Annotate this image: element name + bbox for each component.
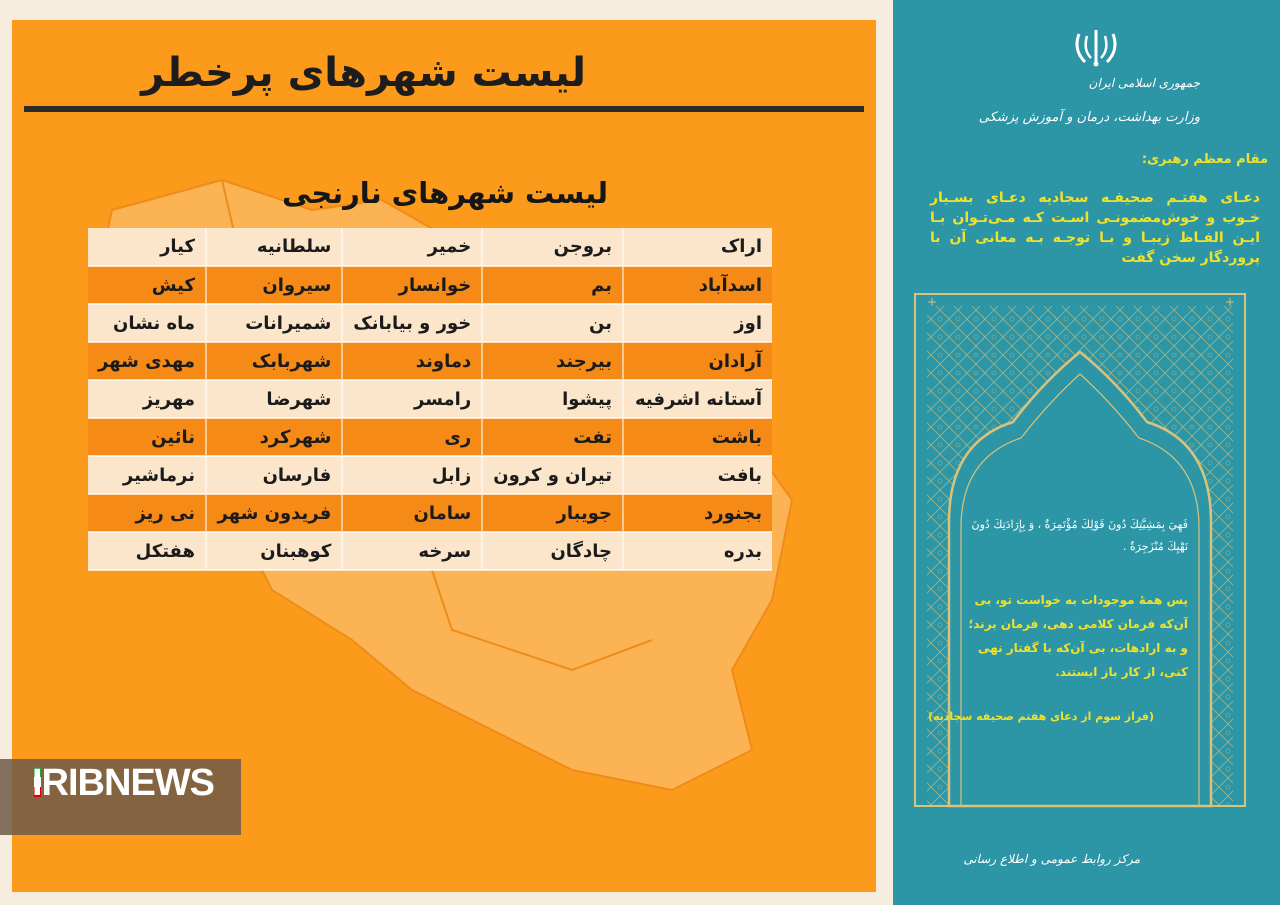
city-cell: کیار — [88, 228, 206, 266]
city-cell: شهربابک — [206, 342, 342, 380]
city-cell: کوهبنان — [206, 532, 342, 570]
teal-panel — [893, 0, 1280, 905]
table-row — [88, 532, 772, 570]
city-cell: بجنورد — [623, 494, 772, 532]
city-cell: سلطانیه — [206, 228, 342, 266]
city-cell: بافت — [623, 456, 772, 494]
city-cell: اراک — [623, 228, 772, 266]
svg-text:+: + — [927, 295, 938, 309]
table-row — [88, 228, 772, 266]
city-cell: سیروان — [206, 266, 342, 304]
page-title: لیست شهرهای پرخطر — [141, 50, 586, 96]
iribnews-logo-text: IRIBNEWS — [32, 762, 214, 804]
dua-source: (فراز سوم از دعای هفتم صحیفه سجادیه) — [927, 710, 1154, 723]
city-cell: بم — [482, 266, 623, 304]
ministry-name: وزارت بهداشت، درمان و آموزش پزشکی — [978, 110, 1200, 125]
table-row — [88, 418, 772, 456]
city-cell: اسدآباد — [623, 266, 772, 304]
city-cell: بروجن — [482, 228, 623, 266]
city-cell: آستانه اشرفیه — [623, 380, 772, 418]
table-row — [88, 342, 772, 380]
city-cell: رامسر — [342, 380, 482, 418]
city-cell: تیران و کرون — [482, 456, 623, 494]
table-row — [88, 456, 772, 494]
republic-name: جمهوری اسلامی ایران — [1088, 76, 1200, 90]
iran-emblem-icon — [1073, 28, 1119, 68]
city-cell: شهرکرد — [206, 418, 342, 456]
city-cell: فریدون شهر — [206, 494, 342, 532]
city-cell: آرادان — [623, 342, 772, 380]
orange-cities-table — [88, 228, 772, 571]
city-cell: باشت — [623, 418, 772, 456]
city-cell: خوانسار — [342, 266, 482, 304]
city-cell: نائین — [88, 418, 206, 456]
city-cell: بن — [482, 304, 623, 342]
city-cell: خمیر — [342, 228, 482, 266]
city-cell: بیرجند — [482, 342, 623, 380]
city-cell: جویبار — [482, 494, 623, 532]
leader-label: مقام معظم رهبری: — [1141, 152, 1268, 167]
city-cell: تفت — [482, 418, 623, 456]
city-cell: سرخه — [342, 532, 482, 570]
public-relations-center-signature: مرکز روابط عمومی و اطلاع رسانی — [963, 852, 1140, 866]
city-cell: نرماشیر — [88, 456, 206, 494]
svg-text:+: + — [1225, 295, 1236, 309]
dua-intro-text: دعـای هفتـم صحیفـه سجادیه دعـای بسـیار خـوب و خوش‌مضمونـی اسـت کـه مـی‌تـوان بـا ایـن الفـاظ زیبـا و بـا توجـه بـه معانی آن با پروردگار سخن گفت — [930, 190, 1260, 266]
city-cell: زابل — [342, 456, 482, 494]
city-cell: دماوند — [342, 342, 482, 380]
city-cell: ری — [342, 418, 482, 456]
city-cell: نی ریز — [88, 494, 206, 532]
city-cell: چادگان — [482, 532, 623, 570]
table-title: لیست شهرهای نارنجی — [281, 176, 608, 210]
city-cell: ماه نشان — [88, 304, 206, 342]
persian-translation: پس همهٔ موجودات به خواست تو، بی آن‌که فرمان کلامی دهی، فرمان برند؛ و به ارادهات، بی آن‌که با گفتار نهی کنی، از کار باز ایستند. — [968, 593, 1188, 679]
city-cell: اوز — [623, 304, 772, 342]
city-cell: خور و بیابانک — [342, 304, 482, 342]
table-row — [88, 304, 772, 342]
city-cell: پیشوا — [482, 380, 623, 418]
city-cell: مهریز — [88, 380, 206, 418]
city-cell: شمیرانات — [206, 304, 342, 342]
iribnews-watermark — [0, 759, 241, 835]
title-divider — [24, 106, 864, 112]
city-cell: فارسان — [206, 456, 342, 494]
table-row — [88, 494, 772, 532]
city-cell: مهدی شهر — [88, 342, 206, 380]
city-cell: سامان — [342, 494, 482, 532]
table-row — [88, 380, 772, 418]
table-row — [88, 266, 772, 304]
city-cell: شهرضا — [206, 380, 342, 418]
city-cell: کیش — [88, 266, 206, 304]
arabic-verse: فَهِيَ بِمَشِيَّتِكَ دُونَ قَوْلِكَ مُؤْتَمِرَةٌ ، وَ بِإِرَادَتِكَ دُونَ نَهْيِكَ مُنْزَجِرَةٌ . — [971, 518, 1188, 553]
city-cell: هفتکل — [88, 532, 206, 570]
city-cell: بدره — [623, 532, 772, 570]
